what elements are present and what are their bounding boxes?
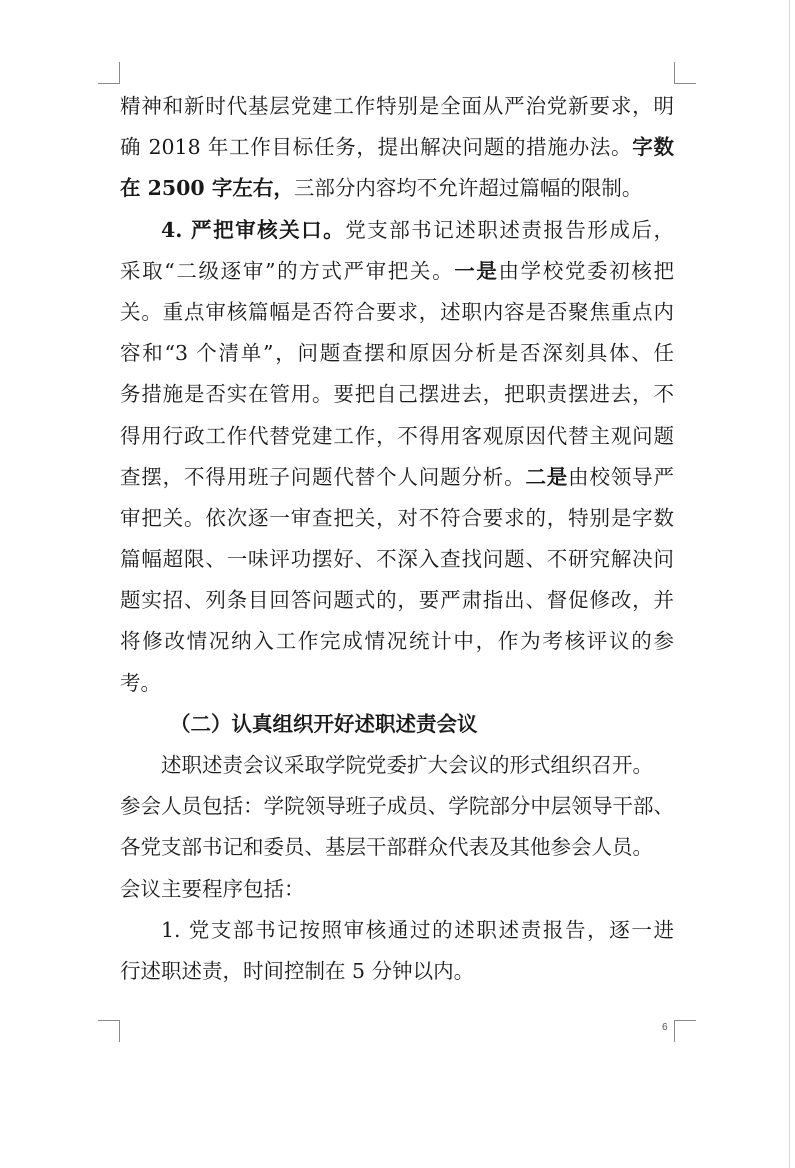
crop-mark-top-right bbox=[674, 62, 696, 84]
text-line: 审把关。依次逐一审查把关，对不符合要求的，特别是字数 bbox=[120, 505, 674, 530]
text-line: 述职述责会议采取学院党委扩大会议的形式组织召开。 bbox=[161, 753, 653, 777]
crop-mark-bottom-left bbox=[98, 1020, 120, 1042]
text-line: 将修改情况纳入工作完成情况统计中，作为考核评议的参 bbox=[120, 629, 674, 654]
text-line: 参会人员包括：学院领导班子成员、学院部分中层领导干部、 bbox=[120, 794, 674, 819]
text-line: 得用行政工作代替党建工作，不得用客观原因代替主观问题 bbox=[120, 423, 674, 448]
text-line: 题实招、列条目回答问题式的，要严肃指出、督促修改，并 bbox=[120, 588, 674, 613]
text-line: 各党支部书记和委员、基层干部群众代表及其他参会人员。 bbox=[120, 835, 653, 860]
text-line: 篇幅超限、一味评功摆好、不深入查找问题、不研究解决问 bbox=[120, 547, 674, 572]
page-number: 6 bbox=[662, 1022, 668, 1033]
text-line: 采取“二级逐审”的方式严审把关。一是由学校党委初核把 bbox=[120, 258, 675, 283]
text-line: 在 2500 字左右，三部分内容均不允许超过篇幅的限制。 bbox=[120, 176, 643, 201]
text-line: 考。 bbox=[120, 670, 161, 695]
text-line: 会议主要程序包括： bbox=[120, 876, 305, 901]
text-line: 容和“3 个清单”，问题查摆和原因分析是否深刻具体、任 bbox=[120, 341, 674, 366]
section-4-first-line: 4. 严把审核关口。党支部书记述职述责报告形成后， bbox=[161, 217, 674, 242]
text-line: 精神和新时代基层党建工作特别是全面从严治党新要求，明 bbox=[120, 94, 674, 118]
crop-mark-bottom-right bbox=[674, 1020, 696, 1042]
text-line: 务措施是否实在管用。要把自己摆进去，把职责摆进去，不 bbox=[120, 382, 674, 407]
section-heading: （二）认真组织开好述职述责会议 bbox=[170, 711, 478, 736]
document-body bbox=[120, 86, 674, 992]
list-item-1: 1. 党支部书记按照审核通过的述职述责报告，逐一进 bbox=[161, 917, 674, 942]
text-line: 行述职述责，时间控制在 5 分钟以内。 bbox=[120, 958, 475, 983]
text-line: 关。重点审核篇幅是否符合要求，述职内容是否聚焦重点内 bbox=[120, 299, 674, 324]
text-line: 查摆，不得用班子问题代替个人问题分析。二是由校领导严 bbox=[120, 464, 675, 489]
crop-mark-top-left bbox=[98, 62, 120, 84]
text-line: 确 2018 年工作目标任务，提出解决问题的措施办法。字数 bbox=[120, 135, 675, 160]
